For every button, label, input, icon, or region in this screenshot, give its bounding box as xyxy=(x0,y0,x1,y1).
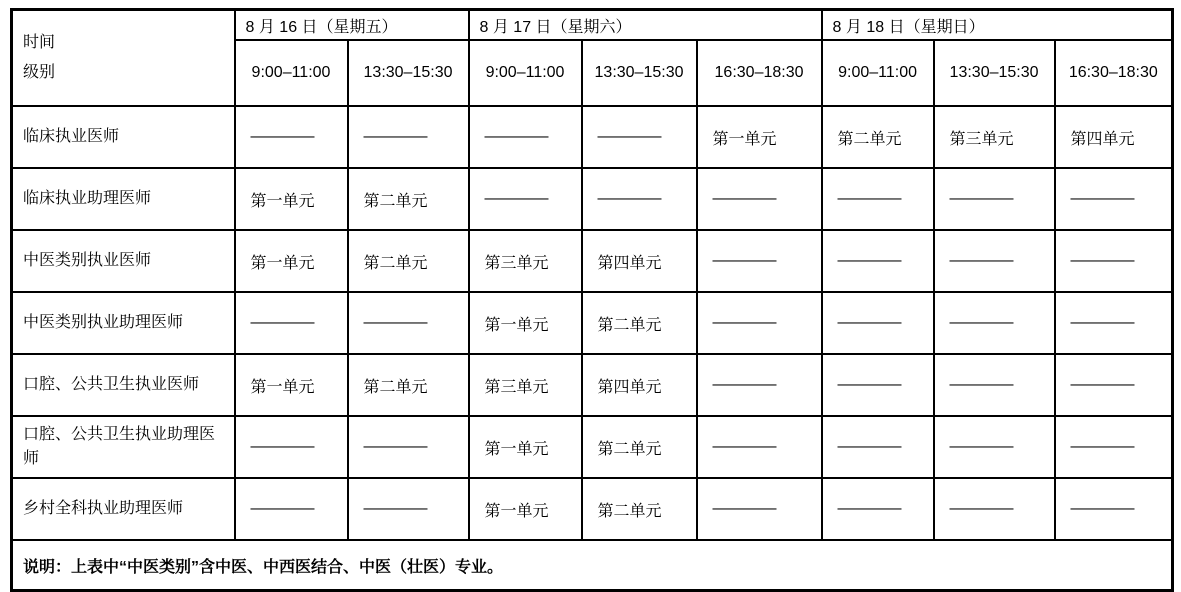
schedule-cell: ———— xyxy=(1055,416,1173,478)
corner-header-cell xyxy=(12,10,235,107)
row-label: 乡村全科执业助理医师 xyxy=(12,478,235,540)
schedule-cell: ———— xyxy=(934,168,1055,230)
schedule-cell: 第一单元 xyxy=(469,416,582,478)
schedule-cell: 第一单元 xyxy=(235,354,348,416)
table-row xyxy=(12,292,1173,354)
schedule-cell: ———— xyxy=(469,168,582,230)
schedule-cell: ———— xyxy=(235,478,348,540)
schedule-cell: 第四单元 xyxy=(582,354,697,416)
time-header: 9:00–11:00 xyxy=(235,40,348,106)
schedule-cell: ———— xyxy=(934,416,1055,478)
exam-schedule-table xyxy=(10,8,1174,592)
time-header: 13:30–15:30 xyxy=(348,40,469,106)
schedule-cell: ———— xyxy=(822,230,934,292)
schedule-cell: 第二单元 xyxy=(348,168,469,230)
corner-label-time: 时间 xyxy=(23,34,56,51)
schedule-cell: ———— xyxy=(1055,230,1173,292)
row-label: 口腔、公共卫生执业助理医师 xyxy=(12,416,235,478)
schedule-cell: ———— xyxy=(348,292,469,354)
table-row xyxy=(12,230,1173,292)
schedule-cell: 第二单元 xyxy=(348,230,469,292)
row-label: 临床执业助理医师 xyxy=(12,168,235,230)
time-header: 13:30–15:30 xyxy=(582,40,697,106)
time-header: 9:00–11:00 xyxy=(822,40,934,106)
time-header: 16:30–18:30 xyxy=(697,40,822,106)
schedule-cell: ———— xyxy=(934,354,1055,416)
corner-label-level: 级别 xyxy=(23,64,56,81)
schedule-cell: ———— xyxy=(582,168,697,230)
schedule-cell: ———— xyxy=(1055,478,1173,540)
schedule-cell: ———— xyxy=(934,230,1055,292)
schedule-cell: 第一单元 xyxy=(469,478,582,540)
table-row xyxy=(12,168,1173,230)
schedule-cell: ———— xyxy=(348,106,469,168)
schedule-cell: ———— xyxy=(469,106,582,168)
time-header: 16:30–18:30 xyxy=(1055,40,1173,106)
schedule-cell: 第四单元 xyxy=(582,230,697,292)
schedule-cell: ———— xyxy=(934,292,1055,354)
row-label: 中医类别执业助理医师 xyxy=(12,292,235,354)
schedule-cell: ———— xyxy=(697,416,822,478)
date-header-aug17: 8 月 17 日（星期六） xyxy=(469,10,822,41)
schedule-cell: ———— xyxy=(822,416,934,478)
schedule-cell: ———— xyxy=(1055,292,1173,354)
schedule-cell: ———— xyxy=(1055,168,1173,230)
schedule-cell: ———— xyxy=(822,168,934,230)
schedule-cell: 第三单元 xyxy=(469,354,582,416)
schedule-cell: 第一单元 xyxy=(235,168,348,230)
schedule-cell: ———— xyxy=(348,416,469,478)
time-header: 9:00–11:00 xyxy=(469,40,582,106)
schedule-cell: ———— xyxy=(934,478,1055,540)
footnote: 说明：上表中“中医类别”含中医、中西医结合、中医（壮医）专业。 xyxy=(12,540,1173,591)
table-row xyxy=(12,354,1173,416)
row-label: 口腔、公共卫生执业医师 xyxy=(12,354,235,416)
schedule-cell: ———— xyxy=(822,354,934,416)
schedule-cell: 第一单元 xyxy=(469,292,582,354)
schedule-cell: ———— xyxy=(348,478,469,540)
schedule-cell: 第二单元 xyxy=(582,292,697,354)
schedule-cell: 第二单元 xyxy=(582,416,697,478)
schedule-cell: 第二单元 xyxy=(822,106,934,168)
schedule-cell: ———— xyxy=(697,168,822,230)
schedule-cell: ———— xyxy=(697,230,822,292)
date-header-aug18: 8 月 18 日（星期日） xyxy=(822,10,1173,41)
date-header-row xyxy=(12,10,1173,41)
schedule-cell: ———— xyxy=(697,478,822,540)
table-row xyxy=(12,416,1173,478)
schedule-cell: ———— xyxy=(1055,354,1173,416)
schedule-cell: 第二单元 xyxy=(582,478,697,540)
schedule-cell: 第一单元 xyxy=(235,230,348,292)
schedule-cell: ———— xyxy=(582,106,697,168)
footnote-row xyxy=(12,540,1173,591)
row-label: 中医类别执业医师 xyxy=(12,230,235,292)
schedule-cell: 第一单元 xyxy=(697,106,822,168)
table-row xyxy=(12,478,1173,540)
date-header-aug16: 8 月 16 日（星期五） xyxy=(235,10,469,41)
schedule-cell: 第四单元 xyxy=(1055,106,1173,168)
schedule-cell: 第二单元 xyxy=(348,354,469,416)
table-row xyxy=(12,106,1173,168)
schedule-cell: 第三单元 xyxy=(469,230,582,292)
schedule-cell: ———— xyxy=(697,354,822,416)
time-header: 13:30–15:30 xyxy=(934,40,1055,106)
schedule-cell: ———— xyxy=(235,292,348,354)
row-label: 临床执业医师 xyxy=(12,106,235,168)
schedule-cell: 第三单元 xyxy=(934,106,1055,168)
schedule-cell: ———— xyxy=(235,106,348,168)
schedule-cell: ———— xyxy=(822,478,934,540)
schedule-cell: ———— xyxy=(697,292,822,354)
schedule-cell: ———— xyxy=(235,416,348,478)
schedule-cell: ———— xyxy=(822,292,934,354)
